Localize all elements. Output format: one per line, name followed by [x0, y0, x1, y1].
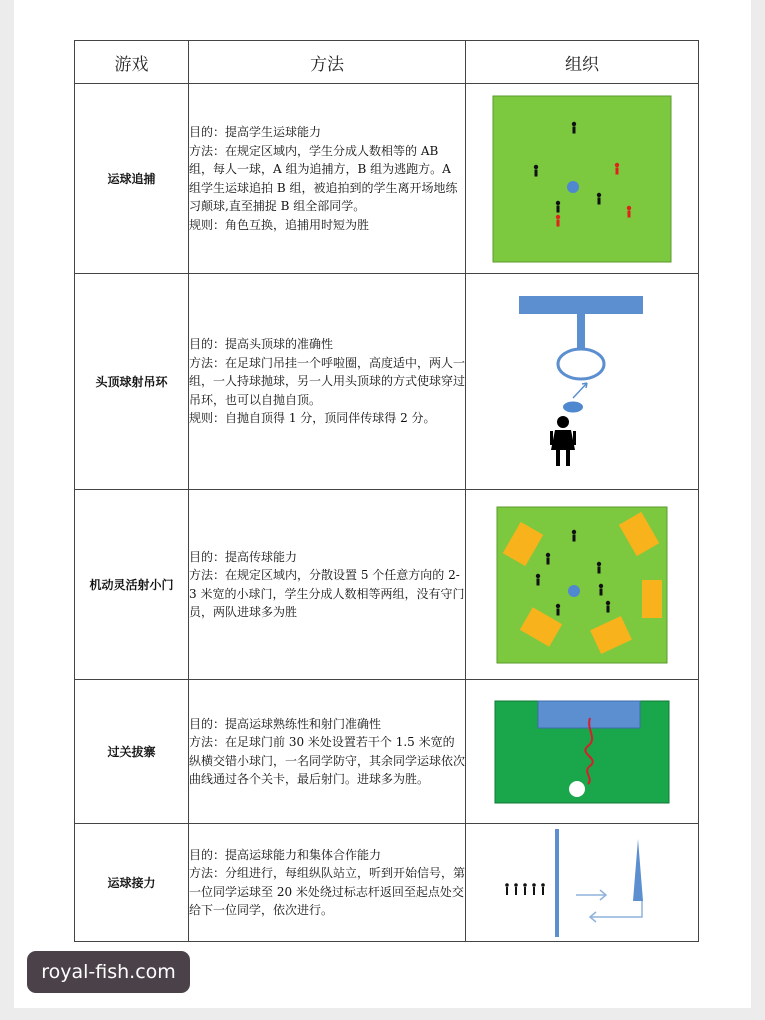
organization-cell	[466, 824, 699, 942]
game-name: 头顶球射吊环	[75, 274, 189, 490]
game-name: 运球追捕	[75, 84, 189, 274]
goal-text: 目的：提高学生运球能力	[189, 125, 322, 139]
small-goal	[642, 580, 662, 618]
player-icon	[514, 883, 518, 895]
arrow-icon	[573, 383, 587, 398]
method-text: 方法：在足球门前 30 米处设置若干个 1.5 米宽的纵横交错小球门，一名同学防守，其余同学运球依次曲线通过各个关卡，最后射门。进球多为胜。	[189, 735, 466, 786]
hula-hoop	[558, 349, 604, 379]
table-row	[75, 84, 699, 274]
organization-cell	[466, 274, 699, 490]
header-organization: 组织	[466, 41, 699, 84]
start-line	[555, 829, 559, 937]
player-icon	[523, 883, 527, 895]
hanging-rope	[577, 314, 585, 350]
ball-icon	[568, 585, 580, 597]
method-text: 方法：分组进行，每组纵队站立，听到开始信号，第一位同学运球至 20 米处绕过标志杆返回至起点处交给下一位同学，依次进行。	[189, 866, 466, 917]
rule-text: 规则：自抛自顶得 1 分，顶同伴传球得 2 分。	[189, 411, 436, 426]
organization-cell	[466, 490, 699, 680]
chase-field-diagram	[492, 95, 672, 263]
small-goals-diagram	[496, 506, 668, 664]
organization-cell	[466, 84, 699, 274]
method-text: 方法：在规定区域内，分散设置 5 个任意方向的 2-3 米宽的小球门，学生分成人数相等两组，没有守门员，两队进球多为胜	[189, 568, 465, 619]
method-text: 方法：在规定区域内，学生分成人数相等的 AB 组，每人一球，A 组为追捕方，B 组为逃跑方。A 组学生运球追拍 B 组，被追拍到的学生离开场地练习颠球,直至捕捉 B 组全部同学。	[189, 143, 458, 213]
goal-text: 目的：提高运球能力和集体合作能力	[189, 847, 382, 862]
goal-text: 目的：提高运球熟练性和射门准确性	[189, 716, 382, 731]
table-row	[75, 824, 699, 942]
method-cell	[189, 824, 466, 942]
ball-icon	[567, 181, 579, 193]
watermark: royal-fish.com	[27, 951, 190, 993]
method-cell	[189, 84, 466, 274]
player-icon	[505, 883, 509, 895]
dribble-course-diagram	[494, 700, 670, 804]
table-row	[75, 490, 699, 680]
method-cell	[189, 680, 466, 824]
player-icon	[541, 883, 545, 895]
game-name: 机动灵活射小门	[75, 490, 189, 680]
method-cell	[189, 274, 466, 490]
return-arrow-icon	[590, 899, 642, 922]
games-table	[74, 40, 699, 942]
ball-icon	[563, 401, 583, 412]
game-name: 运球接力	[75, 824, 189, 942]
header-method: 方法	[189, 41, 466, 84]
person-icon	[550, 416, 576, 466]
table-row	[75, 680, 699, 824]
rule-text: 规则：角色互换，追捕用时短为胜	[189, 217, 370, 232]
header-game: 游戏	[75, 41, 189, 84]
hoop-header-diagram	[507, 292, 657, 472]
goal-crossbar	[519, 296, 643, 314]
goal-text: 目的：提高头顶球的准确性	[189, 337, 334, 352]
table-header-row	[75, 41, 699, 84]
method-text: 方法：在足球门吊挂一个呼啦圈，高度适中，两人一组，一人持球抛球，另一人用头顶球的方式使球穿过吊环，也可以自抛自顶。	[189, 355, 466, 407]
relay-diagram	[502, 829, 662, 937]
field	[493, 96, 671, 262]
ball-icon	[569, 781, 585, 797]
player-icon	[532, 883, 536, 895]
arrow-icon	[576, 890, 606, 900]
marker-pole	[633, 839, 643, 901]
table-row	[75, 274, 699, 490]
organization-cell	[466, 680, 699, 824]
game-name: 过关拔寨	[75, 680, 189, 824]
method-cell	[189, 490, 466, 680]
goal-text: 目的：提高传球能力	[189, 549, 298, 564]
